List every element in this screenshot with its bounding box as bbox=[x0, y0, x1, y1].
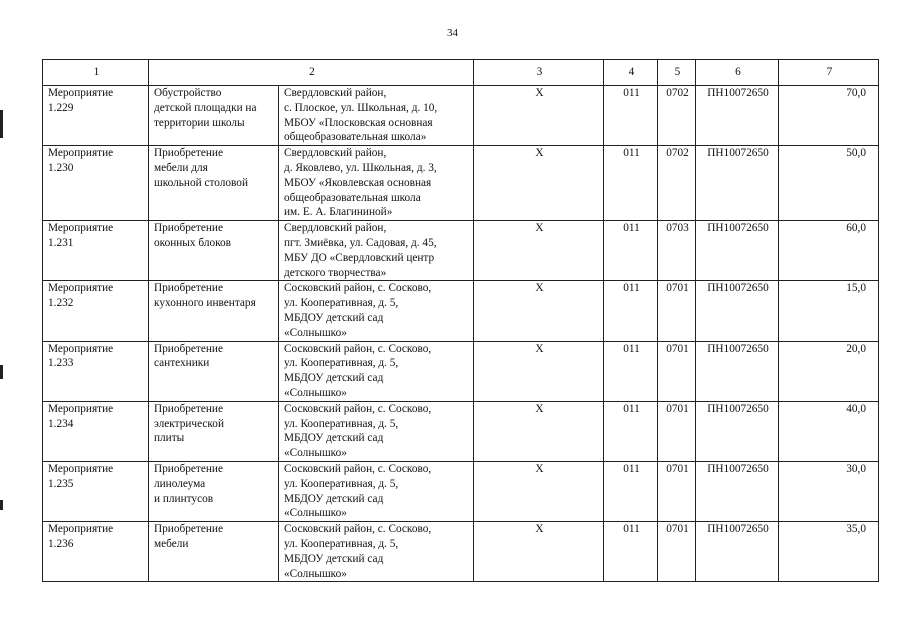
col6-cell: ПН10072650 bbox=[696, 146, 779, 221]
header-row bbox=[43, 60, 879, 86]
col3-cell: Х bbox=[474, 86, 604, 146]
table-row bbox=[43, 341, 879, 401]
table-row bbox=[43, 401, 879, 461]
col3-cell: Х bbox=[474, 146, 604, 221]
header-cell: 1 bbox=[43, 60, 149, 86]
table-row bbox=[43, 221, 879, 281]
col4-cell: 011 bbox=[604, 461, 658, 521]
measure-location-cell: Сосковский район, с. Сосково, ул. Кооперативная, д. 5, МБДОУ детский сад «Солнышко» bbox=[279, 461, 474, 521]
page-number: 34 bbox=[447, 27, 458, 39]
col5-cell: 0703 bbox=[658, 221, 696, 281]
measure-id-cell: Мероприятие 1.231 bbox=[43, 221, 149, 281]
col4-cell: 011 bbox=[604, 86, 658, 146]
col5-cell: 0701 bbox=[658, 281, 696, 341]
col6-cell: ПН10072650 bbox=[696, 281, 779, 341]
col5-cell: 0701 bbox=[658, 401, 696, 461]
header-cell: 4 bbox=[604, 60, 658, 86]
table-row bbox=[43, 146, 879, 221]
col5-cell: 0702 bbox=[658, 86, 696, 146]
col4-cell: 011 bbox=[604, 522, 658, 582]
col6-cell: ПН10072650 bbox=[696, 461, 779, 521]
measure-location-cell: Сосковский район, с. Сосково, ул. Кооперативная, д. 5, МБДОУ детский сад «Солнышко» bbox=[279, 522, 474, 582]
header-cell: 2 bbox=[149, 60, 474, 86]
col6-cell: ПН10072650 bbox=[696, 522, 779, 582]
col3-cell: Х bbox=[474, 341, 604, 401]
amount-cell: 20,0 bbox=[779, 341, 879, 401]
measure-location-cell: Свердловский район, пгт. Змиёвка, ул. Садовая, д. 45, МБУ ДО «Свердловский центр детского творчества» bbox=[279, 221, 474, 281]
measure-location-cell: Свердловский район, д. Яковлево, ул. Школьная, д. 3, МБОУ «Яковлевская основная общеобразовательная школа им. Е. А. Благининой» bbox=[279, 146, 474, 221]
amount-cell: 40,0 bbox=[779, 401, 879, 461]
col3-cell: Х bbox=[474, 281, 604, 341]
col6-cell: ПН10072650 bbox=[696, 341, 779, 401]
col3-cell: Х bbox=[474, 401, 604, 461]
col6-cell: ПН10072650 bbox=[696, 401, 779, 461]
measure-location-cell: Сосковский район, с. Сосково, ул. Кооперативная, д. 5, МБДОУ детский сад «Солнышко» bbox=[279, 401, 474, 461]
scan-edge-mark bbox=[0, 500, 3, 510]
measure-description-cell: Приобретение кухонного инвентаря bbox=[149, 281, 279, 341]
scan-edge-mark bbox=[0, 110, 3, 138]
measure-id-cell: Мероприятие 1.230 bbox=[43, 146, 149, 221]
measure-description-cell: Приобретение линолеума и плинтусов bbox=[149, 461, 279, 521]
measure-description-cell: Приобретение электрической плиты bbox=[149, 401, 279, 461]
header-cell: 3 bbox=[474, 60, 604, 86]
measure-id-cell: Мероприятие 1.233 bbox=[43, 341, 149, 401]
col4-cell: 011 bbox=[604, 221, 658, 281]
amount-cell: 60,0 bbox=[779, 221, 879, 281]
table-row bbox=[43, 461, 879, 521]
table-row bbox=[43, 281, 879, 341]
header-cell: 7 bbox=[779, 60, 879, 86]
table-row bbox=[43, 86, 879, 146]
header-cell: 5 bbox=[658, 60, 696, 86]
measure-id-cell: Мероприятие 1.236 bbox=[43, 522, 149, 582]
col3-cell: Х bbox=[474, 221, 604, 281]
col4-cell: 011 bbox=[604, 281, 658, 341]
scan-edge-mark bbox=[0, 365, 3, 379]
col5-cell: 0701 bbox=[658, 341, 696, 401]
measure-id-cell: Мероприятие 1.234 bbox=[43, 401, 149, 461]
col4-cell: 011 bbox=[604, 146, 658, 221]
measure-id-cell: Мероприятие 1.229 bbox=[43, 86, 149, 146]
amount-cell: 15,0 bbox=[779, 281, 879, 341]
amount-cell: 70,0 bbox=[779, 86, 879, 146]
measure-location-cell: Свердловский район, с. Плоское, ул. Школьная, д. 10, МБОУ «Плосковская основная общеобразовательная школа» bbox=[279, 86, 474, 146]
measure-description-cell: Приобретение оконных блоков bbox=[149, 221, 279, 281]
measure-location-cell: Сосковский район, с. Сосково, ул. Кооперативная, д. 5, МБДОУ детский сад «Солнышко» bbox=[279, 281, 474, 341]
measures-table bbox=[42, 59, 879, 582]
measure-description-cell: Приобретение сантехники bbox=[149, 341, 279, 401]
measure-id-cell: Мероприятие 1.232 bbox=[43, 281, 149, 341]
amount-cell: 30,0 bbox=[779, 461, 879, 521]
col4-cell: 011 bbox=[604, 341, 658, 401]
measure-description-cell: Обустройство детской площадки на территории школы bbox=[149, 86, 279, 146]
measure-description-cell: Приобретение мебели bbox=[149, 522, 279, 582]
col6-cell: ПН10072650 bbox=[696, 221, 779, 281]
col5-cell: 0701 bbox=[658, 522, 696, 582]
col3-cell: Х bbox=[474, 522, 604, 582]
col4-cell: 011 bbox=[604, 401, 658, 461]
col5-cell: 0702 bbox=[658, 146, 696, 221]
col3-cell: Х bbox=[474, 461, 604, 521]
col5-cell: 0701 bbox=[658, 461, 696, 521]
measure-description-cell: Приобретение мебели для школьной столовой bbox=[149, 146, 279, 221]
amount-cell: 50,0 bbox=[779, 146, 879, 221]
table-row bbox=[43, 522, 879, 582]
header-cell: 6 bbox=[696, 60, 779, 86]
measure-id-cell: Мероприятие 1.235 bbox=[43, 461, 149, 521]
amount-cell: 35,0 bbox=[779, 522, 879, 582]
measure-location-cell: Сосковский район, с. Сосково, ул. Кооперативная, д. 5, МБДОУ детский сад «Солнышко» bbox=[279, 341, 474, 401]
col6-cell: ПН10072650 bbox=[696, 86, 779, 146]
